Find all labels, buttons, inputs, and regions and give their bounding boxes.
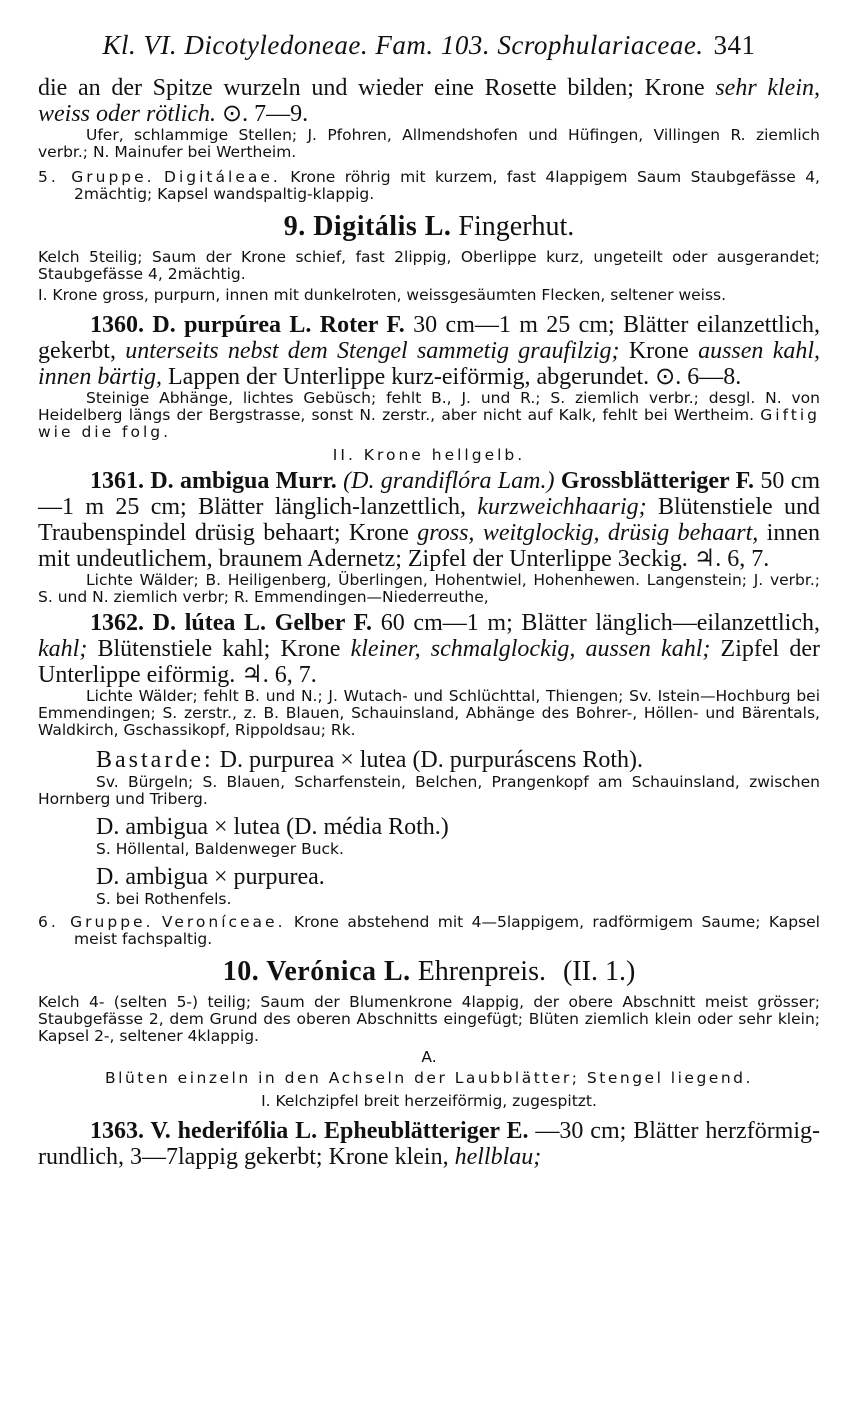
- document-page: [38, 30, 820, 1170]
- species-1360: [38, 312, 820, 390]
- bastarde-label: Bastarde:: [96, 747, 214, 773]
- species-1363: [38, 1118, 820, 1170]
- species-1360-italic2: aussen kahl, innen bärtig,: [38, 338, 821, 390]
- bastard-2-locality: S. Höllental, Baldenweger Buck.: [96, 840, 344, 858]
- bastard-3-locality: S. bei Rothenfels.: [96, 890, 232, 908]
- running-header: [38, 30, 820, 61]
- species-1363-head: 1363. V. hederifólia L. Epheublätteriger E.: [90, 1118, 529, 1144]
- group6-paragraph: [38, 914, 820, 948]
- species-1361-head: 1361. D. ambigua Murr.: [90, 468, 337, 494]
- group5-text: Krone röhrig mit kurzem, fast 4lappigem Saum Staubgefässe 4, 2mächtig; Kapsel wandspaltig-klappig.: [74, 168, 820, 203]
- species-1362-italic: kahl;: [38, 636, 88, 662]
- bastard-2: D. ambigua × lutea (D. média Roth.): [96, 814, 449, 840]
- species-1362-italic2: kleiner, schmalglockig, aussen kahl;: [350, 636, 711, 662]
- genus10-section-1: I. Kelchzipfel breit herzeiförmig, zugespitzt.: [261, 1092, 597, 1110]
- genus10-heading: [38, 956, 820, 988]
- genus9-section-2: II. Krone hellgelb.: [332, 446, 526, 464]
- species-1363-italic: hellblau;: [454, 1144, 542, 1170]
- species-1360-text2: Krone: [619, 338, 699, 364]
- bastard-1-locality: Sv. Bürgeln; S. Blauen, Scharfenstein, Belchen, Prangenkopf am Schauinsland, zwischen Hornberg und Triberg.: [38, 773, 820, 808]
- species-1361-italic2: gross, weitglockig, drüsig behaart,: [417, 520, 759, 546]
- species-1361-locality: Lichte Wälder; B. Heiligenberg, Überlingen, Hohentwiel, Hohenhewen. Langenstein; J. verbr.; S. und N. ziemlich verbr; R. Emmendingen—Niederreuthe,: [38, 571, 820, 606]
- species-1360-toxic: Giftig wie die folg.: [38, 406, 821, 441]
- species-1361: [38, 468, 820, 572]
- group5-paragraph: [38, 169, 820, 203]
- species-1360-text3: Lappen der Unterlippe kurz-eiförmig, abgerundet. ⊙. 6—8.: [162, 364, 742, 390]
- species-1360-head: 1360. D. purpúrea L. Roter F.: [90, 312, 405, 338]
- intro-line: die an der Spitze wurzeln und wieder eine Rosette bilden;: [38, 75, 634, 101]
- intro-italic: sehr klein, weiss oder rötlich.: [38, 75, 820, 127]
- species-1361-common: Grossblätteriger F.: [560, 468, 755, 494]
- species-1362-text3: Zipfel der Unterlippe eiförmig. ♃. 6, 7.: [38, 636, 821, 688]
- bastard-1: [38, 747, 820, 774]
- species-1362-head: 1362. D. lútea L. Gelber F.: [90, 610, 373, 636]
- genus9-section-1: I. Krone gross, purpurn, innen mit dunkelroten, weissgesäumten Flecken, seltener weiss.: [38, 286, 727, 304]
- species-1362-text: 60 cm—1 m; Blätter länglich—eilanzettlich,: [372, 610, 820, 636]
- genus10-description: Kelch 4- (selten 5-) teilig; Saum der Blumenkrone 4lappig, der obere Abschnitt meist grösser; Staubgefässe 2, dem Grund des oberen Abschnitts eingefügt; Blüten ziemlich klein oder sehr klein; Kapsel 2-, seltener 4klappig.: [38, 993, 820, 1045]
- bastard-3: D. ambigua × purpurea.: [96, 864, 325, 890]
- genus10-common: Ehrenpreis.: [417, 956, 546, 987]
- species-1360-italic: unterseits nebst dem Stengel sammetig graufilzig;: [125, 338, 620, 364]
- genus9-name: 9. Digitális L.: [283, 211, 452, 242]
- genus10-class: (II. 1.): [562, 956, 636, 987]
- genus10-section-a: A.: [421, 1048, 437, 1066]
- genus10-name: 10. Verónica L.: [222, 956, 411, 987]
- genus9-heading: [38, 211, 820, 243]
- intro-locality: Ufer, schlammige Stellen; J. Pfohren, Allmendshofen und Hüfingen, Villingen R. ziemlich verbr.; N. Mainufer bei Wertheim.: [38, 126, 820, 161]
- species-1361-italic: kurzweichhaarig;: [477, 494, 647, 520]
- group6-text: Krone abstehend mit 4—5lappigem, radförmigem Saume; Kapsel meist fachspaltig.: [74, 913, 820, 948]
- species-1362-text2: Blütenstiele kahl; Krone: [87, 636, 351, 662]
- page-number: 341: [713, 30, 756, 60]
- species-1360-locality: [38, 390, 820, 441]
- group6-name: Veroníceae.: [161, 913, 286, 931]
- species-1360-text: 30 cm—1 m 25 cm; Blätter eilanzettlich, gekerbt,: [38, 312, 820, 364]
- genus9-common: Fingerhut.: [458, 211, 575, 242]
- species-1361-text3: innen mit undeutlichem, braunem Adernetz; Zipfel der Unterlippe 3eckig. ♃. 6, 7.: [38, 520, 820, 572]
- intro-paragraph: [38, 75, 820, 127]
- genus10-section-a-text: Blüten einzeln in den Achseln der Laubblätter; Stengel liegend.: [105, 1069, 753, 1087]
- intro-end: ⊙. 7—9.: [216, 101, 309, 127]
- species-1362-locality: Lichte Wälder; fehlt B. und N.; J. Wutach- und Schlüchttal, Thiengen; Sv. Istein—Hochburg bei Emmendingen; S. zerstr., z. B. Blauen, Schauinsland, Abhänge des Bohrer-, Höllen- und Bärentals, Waldkirch, Gschassikopf, Rippoldsau; Rk.: [38, 687, 820, 739]
- species-1363-text: —30 cm; Blätter herzförmig-rundlich, 3—7lappig gekerbt; Krone klein,: [38, 1118, 821, 1170]
- species-1361-text: 50 cm—1 m 25 cm; Blätter länglich-lanzettlich,: [38, 468, 821, 520]
- genus9-description: Kelch 5teilig; Saum der Krone schief, fast 2lippig, Oberlippe kurz, ungeteilt oder ausgerandet; Staubgefässe 4, 2mächtig.: [38, 248, 820, 283]
- group5-label: 5. Gruppe.: [38, 168, 155, 186]
- header-title: Kl. VI. Dicotyledoneae. Fam. 103. Scrophulariaceae.: [102, 30, 704, 60]
- bastard-1-name: D. purpurea × lutea (D. purpuráscens Roth).: [219, 747, 644, 773]
- species-1362: [38, 610, 820, 688]
- species-1361-synonym: (D. grandiflóra Lam.): [343, 468, 555, 494]
- group6-label: 6. Gruppe.: [38, 913, 154, 931]
- species-1361-text2: Blütenstiele und Traubenspindel drüsig behaart; Krone: [38, 494, 820, 546]
- species-1360-loc: Steinige Abhänge, lichtes Gebüsch; fehlt B., J. und R.; S. ziemlich verbr.; desgl. N. von Heidelberg längs der Bergstrasse, sonst N. zerstr., aber nicht auf Kalk, fehlt bei Wertheim.: [38, 389, 820, 424]
- group5-name: Digitáleae.: [164, 168, 281, 186]
- intro-text: Krone: [644, 75, 716, 101]
